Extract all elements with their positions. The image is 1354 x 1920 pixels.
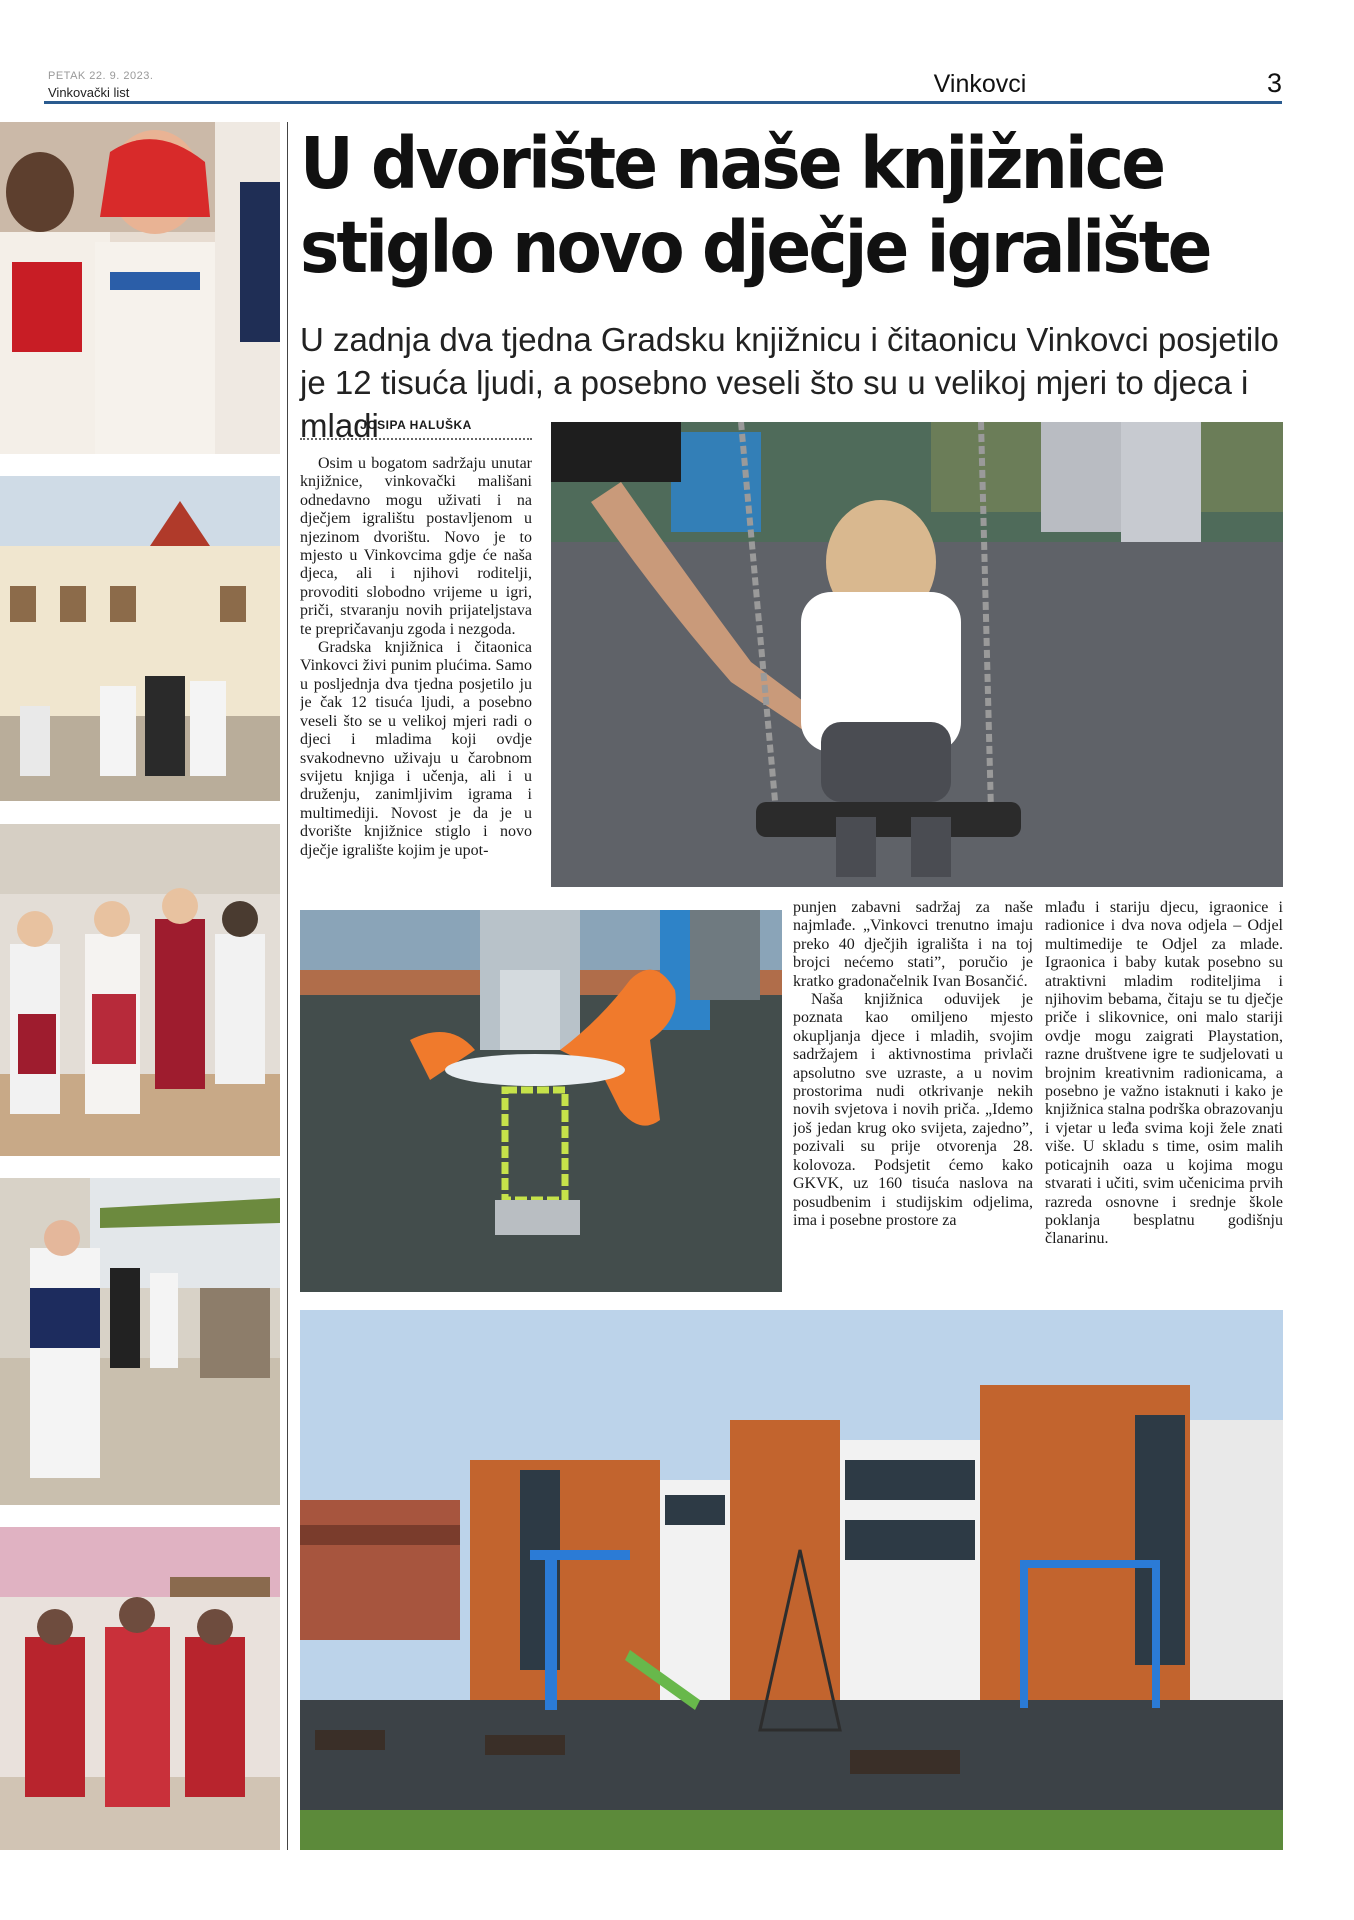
photo-folk-dancers-closeup-image <box>0 122 280 454</box>
photo-folk-dancers-circle <box>0 824 280 1156</box>
article-paragraph: Osim u bogatom sadržaju unutar knjižnice, vinkovački mališani odnedavno mogu uživati i na dječjem igralištu postavljenom u njezinom dvorištu. Novo je to mjesto u Vinkovcima gdje će naša djeca, ali i njihovi roditelji, provoditi slobodno vrijeme u igri, priči, stvaranju novih prijateljstava te prepričavanju zgoda i nezgoda. <box>300 455 532 638</box>
column-divider <box>287 122 288 1850</box>
article-column-2 <box>793 899 1033 1292</box>
headline-line-2: stiglo novo dječje igralište <box>300 206 1210 289</box>
photo-child-on-swing <box>551 422 1283 887</box>
photo-folk-procession <box>0 1178 280 1505</box>
section-title: Vinkovci <box>933 70 1027 98</box>
headline-line-1: U dvorište naše knjižnice <box>300 122 1164 205</box>
photo-folk-musicians-image <box>0 476 280 801</box>
article-paragraph: punjen zabavni sadržaj za naše najmlađe. „Vinkovci trenutno imaju preko 40 dječjih igrališta i na toj brojci nećemo stati”, poručio je kratko gradonačelnik Ivan Bosančić. <box>793 899 1033 990</box>
header-rule <box>44 101 1282 104</box>
article-paragraph: Naša knjižnica oduvijek je poznata kao omiljeno mjesto okupljanja djece i mladih, svojim sadržajem i aktivnostima privlači apsolutno sve uzraste, a u novim prostorima nudi otkrivanje nekih novih svjetova i novih priča. „Idemo još jedan krug oko svijeta, zajedno”, pozivali su prije otvorenja 28. kolovoza. Podsjetit ćemo kako GKVK, uz 160 tisuća naslova na posudbenim i studijskim odjelima, ima i posebne prostore za <box>793 991 1033 1229</box>
article-paragraph: mlađu i stariju djecu, igraonice i radionice i dva nova odjela – Odjel multimedije te Odjel za mlade. Igraonica i baby kutak posebno su atraktivni mladim roditeljima i njihovim bebama, čitaju se tu dječje priče i slikovnice, oni malo stariji ovdje mogu zaigrati Playstation, razne društvene igre te sudjelovati u brojnim kreativnim radionicama, a posebno je važno istaknuti i kako je knjižnica stalna podrška obrazovanju i vjetar u leđa svima koji žele znati više. U skladu s time, osim malih poticajnih oaza u kojima mogu stvarati i učiti, svim učenicima prvih razreda osnovne i srednje škole poklanja besplatnu godišnju članarinu. <box>1045 899 1283 1248</box>
photo-folk-dancers-red-image <box>0 1527 280 1850</box>
article-column-3 <box>1045 899 1283 1292</box>
photo-folk-dancers-circle-image <box>0 824 280 1156</box>
photo-library-building <box>300 1310 1283 1850</box>
photo-folk-procession-image <box>0 1178 280 1505</box>
photo-library-building-image <box>300 1310 1283 1850</box>
subheadline: U zadnja dva tjedna Gradsku knjižnicu i čitaonicu Vinkovci posjetilo je 12 tisuća ljudi, a posebno veseli što su u velikoj mjeri to djeca i mladi <box>300 321 1279 444</box>
photo-folk-dancers-closeup <box>0 122 280 454</box>
issue-date: PETAK 22. 9. 2023. <box>48 70 154 82</box>
article-paragraph: Gradska knjižnica i čitaonica Vinkovci živi punim plućima. Samo u posljednja dva tjedna posjetilo ju je čak 12 tisuća ljudi, a posebno veseli što se u velikoj mjeri radi o djeci i mladima koji ovdje svakodnevno uživaju u čarobnom svijetu knjiga i učenja, ali i u druženju, zanimljivim igrama i multimediji. Novost je da je u dvorište knjižnice stiglo i novo dječje igralište kojim je upot- <box>300 639 532 859</box>
page-number: 3 <box>1266 68 1282 98</box>
photo-spring-rider-image <box>300 910 782 1292</box>
photo-folk-musicians <box>0 476 280 801</box>
headline <box>300 122 1221 290</box>
photo-child-on-swing-image <box>551 422 1283 887</box>
newspaper-name: Vinkovački list <box>48 85 130 100</box>
photo-spring-rider <box>300 910 782 1292</box>
photo-folk-dancers-red <box>0 1527 280 1850</box>
article-column-1 <box>300 455 532 885</box>
byline: JOSIPA HALUŠKA <box>300 418 532 440</box>
